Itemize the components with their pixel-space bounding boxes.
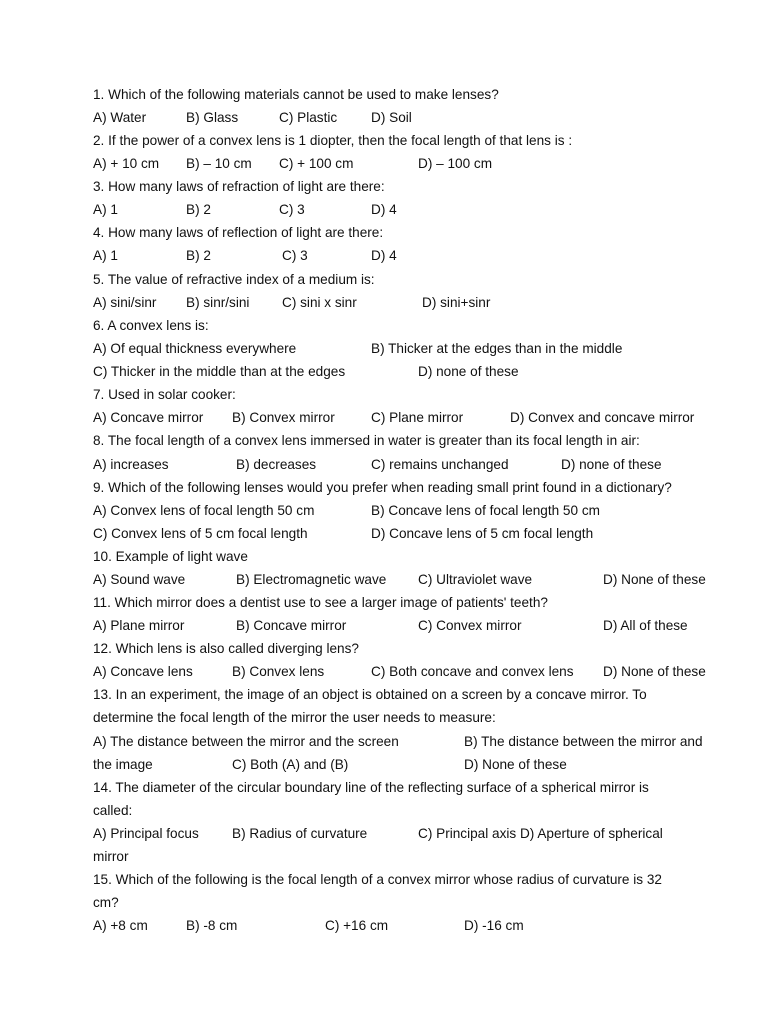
option-b: B) Convex mirror xyxy=(232,410,335,425)
option-a: A) increases xyxy=(93,457,169,472)
option-d: D) Convex and concave mirror xyxy=(510,410,695,425)
option-d: D) none of these xyxy=(561,457,662,472)
option-a: A) 1 xyxy=(93,248,118,263)
option-d: D) sini+sinr xyxy=(422,295,491,310)
option-d: D) Concave lens of 5 cm focal length xyxy=(371,526,594,541)
option-b: B) Radius of curvature xyxy=(232,826,368,841)
option-a: A) Concave lens xyxy=(93,664,193,679)
option-d: D) None of these xyxy=(603,664,706,679)
option-d: D) Soil xyxy=(371,110,412,125)
option-a: A) Convex lens of focal length 50 cm xyxy=(93,503,315,518)
option-c: C) Convex mirror xyxy=(418,618,522,633)
option-d: D) 4 xyxy=(371,202,397,217)
option-a: A) The distance between the mirror and the screen xyxy=(93,734,399,749)
option-d: D) None of these xyxy=(603,572,706,587)
option-a: A) Water xyxy=(93,110,147,125)
option-d: D) None of these xyxy=(464,757,567,772)
option-d: D) 4 xyxy=(371,248,397,263)
option-c: C) Both concave and convex lens xyxy=(371,664,574,679)
option-d-continued: mirror xyxy=(93,849,129,864)
option-b: B) 2 xyxy=(186,202,211,217)
option-c-d: C) Principal axis D) Aperture of spherical xyxy=(418,826,663,841)
option-c: C) Plastic xyxy=(279,110,338,125)
option-b: B) Electromagnetic wave xyxy=(236,572,387,587)
option-c: C) sini x sinr xyxy=(282,295,357,310)
option-a: A) + 10 cm xyxy=(93,156,160,171)
option-a: A) 1 xyxy=(93,202,118,217)
option-c: C) Thicker in the middle than at the edges xyxy=(93,364,346,379)
option-b: B) Concave mirror xyxy=(236,618,347,633)
option-c: C) 3 xyxy=(282,248,308,263)
option-b: B) Convex lens xyxy=(232,664,325,679)
option-c: C) 3 xyxy=(279,202,305,217)
option-c: C) + 100 cm xyxy=(279,156,354,171)
option-a: A) +8 cm xyxy=(93,918,148,933)
option-a: A) Concave mirror xyxy=(93,410,204,425)
option-c: C) +16 cm xyxy=(325,918,389,933)
option-b: B) sinr/sini xyxy=(186,295,250,310)
option-b: B) -8 cm xyxy=(186,918,238,933)
option-d: D) none of these xyxy=(418,364,519,379)
option-d: D) – 100 cm xyxy=(418,156,493,171)
option-a: A) Principal focus xyxy=(93,826,199,841)
option-a: A) Sound wave xyxy=(93,572,186,587)
option-c: C) Both (A) and (B) xyxy=(232,757,349,772)
option-c: C) remains unchanged xyxy=(371,457,509,472)
option-c: C) Plane mirror xyxy=(371,410,464,425)
option-a: A) sini/sinr xyxy=(93,295,157,310)
option-d: D) -16 cm xyxy=(464,918,524,933)
option-b: B) The distance between the mirror and xyxy=(464,734,703,749)
option-d: D) All of these xyxy=(603,618,688,633)
option-a: A) Of equal thickness everywhere xyxy=(93,341,297,356)
option-b: B) – 10 cm xyxy=(186,156,252,171)
option-c: C) Ultraviolet wave xyxy=(418,572,533,587)
option-c: C) Convex lens of 5 cm focal length xyxy=(93,526,308,541)
option-b-continued: the image xyxy=(93,757,153,772)
option-b: B) decreases xyxy=(236,457,317,472)
option-b: B) Thicker at the edges than in the middle xyxy=(371,341,623,356)
option-b: B) Concave lens of focal length 50 cm xyxy=(371,503,600,518)
option-b: B) Glass xyxy=(186,110,239,125)
option-a: A) Plane mirror xyxy=(93,618,185,633)
quiz-page: 1. Which of the following materials cannot be used to make lenses? A) Water B) Glass C) Plastic D) Soil 2. If the power of a convex lens is 1 diopter, then the focal length of that lens is : A) + 10 cm B) – 10 cm C) + 100 cm D) – 100 cm 3. How many laws of refraction of light are there: A) 1 B) 2 C) 3 D) 4 4. How many laws of reflection of light are there: A) 1 B) 2 C) 3 D) 4 5. The value of refractive index of a medium is: A) sini/sinr B) sinr/sini C) sini x sinr D) sini+sinr 6. A convex lens is: A) Of equal thickness everywhere B) Thicker at the edges than in the middle C) Thicker in the middle than at the edges D) none of these 7. Used in solar cooker: A) Concave mirror B) Convex mirror C) Plane mirror D) Convex and concave mirror 8. The focal length of a convex lens immersed in water is greater than its focal length in air: A) increases B) decreases C) remains unchanged D) none of these 9. Which of the following lenses would you prefer when reading small print found in a dictionary? A) Convex lens of focal length 50 cm B) Concave lens of focal length 50 cm C) Convex lens of 5 cm focal length D) Concave lens of 5 cm focal length 10. Example of light wave A) Sound wave B) Electromagnetic wave C) Ultraviolet wave D) None of these 11. Which mirror does a dentist use to see a larger image of patients' teeth? A) Plane mirror B) Concave mirror C) Convex mirror D) All of these 12. Which lens is also called diverging lens? A) Concave lens B) Convex lens C) Both concave and convex lens D) None of these 13. In an experiment, the image of an object is obtained on a screen by a concave mirror. To determine the focal length of the mirror the user needs to measure: A) The distance between the mirror and the screen B) The distance between the mirror and the image C) Both (A) and (B) D) None of these 14. The diameter of the circular boundary line of the reflecting surface of a spherical mirror is called: A) Principal focus B) Radius of curvature C) Principal axis D) Aperture of spherical mirror 15. Which of the following is the focal length of a convex mirror whose radius of curvature is 32 cm? A) +8 cm B) -8 cm C) +16 cm D) -16 cm xyxy=(93,87,706,933)
option-b: B) 2 xyxy=(186,248,211,263)
